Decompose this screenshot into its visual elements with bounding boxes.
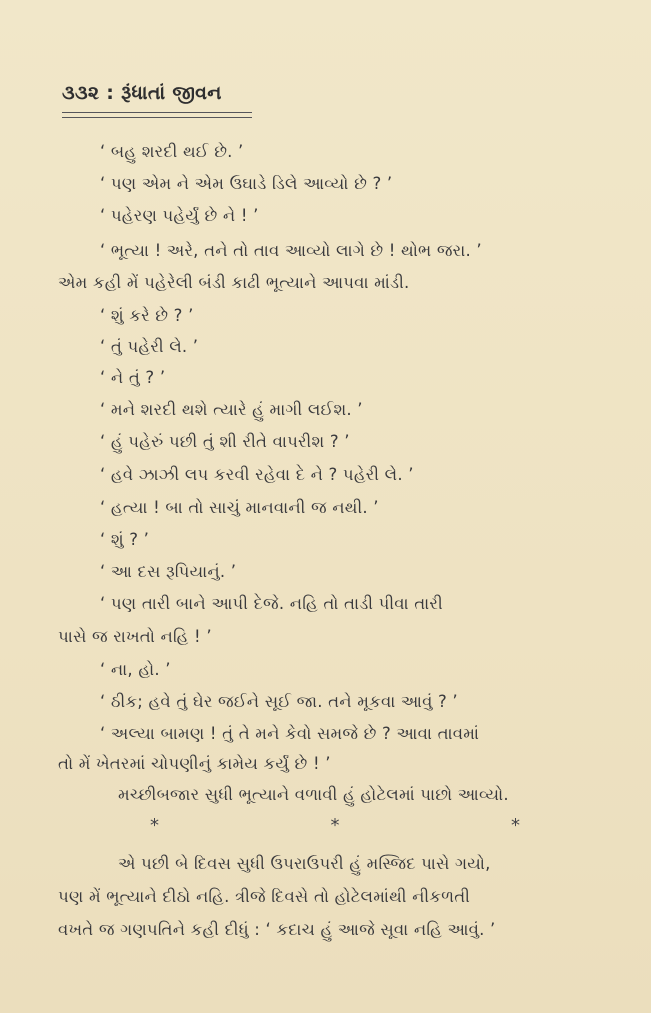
header-double-rule [62,112,252,118]
text-line: ‘ પણ તારી બાને આપી દેજે. નહિ તો તાડી પીવા તારી [100,594,443,613]
text-line: ‘ તું પહેરી લે. ’ [100,337,199,356]
text-line: ‘ હું પહેરું પછી તું શી રીતે વાપરીશ ? ’ [100,432,350,451]
text-line: તો મેં ખેતરમાં ચોપણીનું કામેય કર્યું છે ! ’ [58,754,331,773]
text-line: ‘ ઠીક; હવે તું ઘેર જઈને સૂઈ જા. તને મૂકવા આવું ? ’ [100,692,458,711]
text-line: એમ કહી મેં પહેરેલી બંડી કાઢી ભૂત્યાને આપવા માંડી. [58,273,410,292]
text-line: ‘ ના, હો. ’ [100,660,171,679]
text-line: મચ્છીબજાર સુધી ભૂત્યાને વળાવી હું હોટેલમાં પાછો આવ્યો. [118,785,509,804]
text-line: ‘ પણ એમ ને એમ ઉઘાડે ડિલે આવ્યો છે ? ’ [100,174,393,193]
text-line: ‘ પહેરણ પહેર્યું છે ને ! ’ [100,206,259,225]
text-line: ‘ શું ? ’ [100,530,150,549]
section-break-star: * [150,815,159,836]
text-line: પાસે જ રાખતો નહિ ! ’ [58,627,212,646]
section-break-star: * [330,815,340,836]
text-line: પણ મેં ભૂત્યાને દીઠો નહિ. ત્રીજે દિવસે તો હોટેલમાંથી નીકળતી [58,887,471,906]
text-line: ‘ મને શરદી થશે ત્યારે હું માગી લઈશ. ’ [100,400,363,419]
text-line: ‘ હત્યા ! બા તો સાચું માનવાની જ નથી. ’ [100,498,379,517]
text-line: ‘ શું કરે છે ? ’ [100,306,194,325]
section-break [150,815,520,836]
section-break-star: * [511,815,520,836]
text-line: વખતે જ ગણપતિને કહી દીધું : ‘ કદાચ હું આજે સૂવા નહિ આવું. ’ [58,920,496,939]
text-line: ‘ અલ્યા બામણ ! તું તે મને કેવો સમજે છે ? આવા તાવમાં [100,724,480,743]
text-line: ‘ ભૂત્યા ! અરે, તને તો તાવ આવ્યો લાગે છે ! થોભ જરા. ’ [100,241,482,260]
running-head: ૩૩૨ : રૂંધાતાં જીવન [62,82,222,104]
text-line: ‘ હવે ઝાઝી લપ કરવી રહેવા દે ને ? પહેરી લે. ’ [100,465,414,484]
text-line: ‘ બહુ શરદી થઈ છે. ’ [100,142,244,161]
text-line: એ પછી બે દિવસ સુધી ઉપરાઉપરી હું મસ્જિદ પાસે ગયો, [118,854,491,873]
text-line: ‘ ને તું ? ’ [100,368,166,387]
text-line: ‘ આ દસ રૂપિયાનું. ’ [100,562,237,581]
